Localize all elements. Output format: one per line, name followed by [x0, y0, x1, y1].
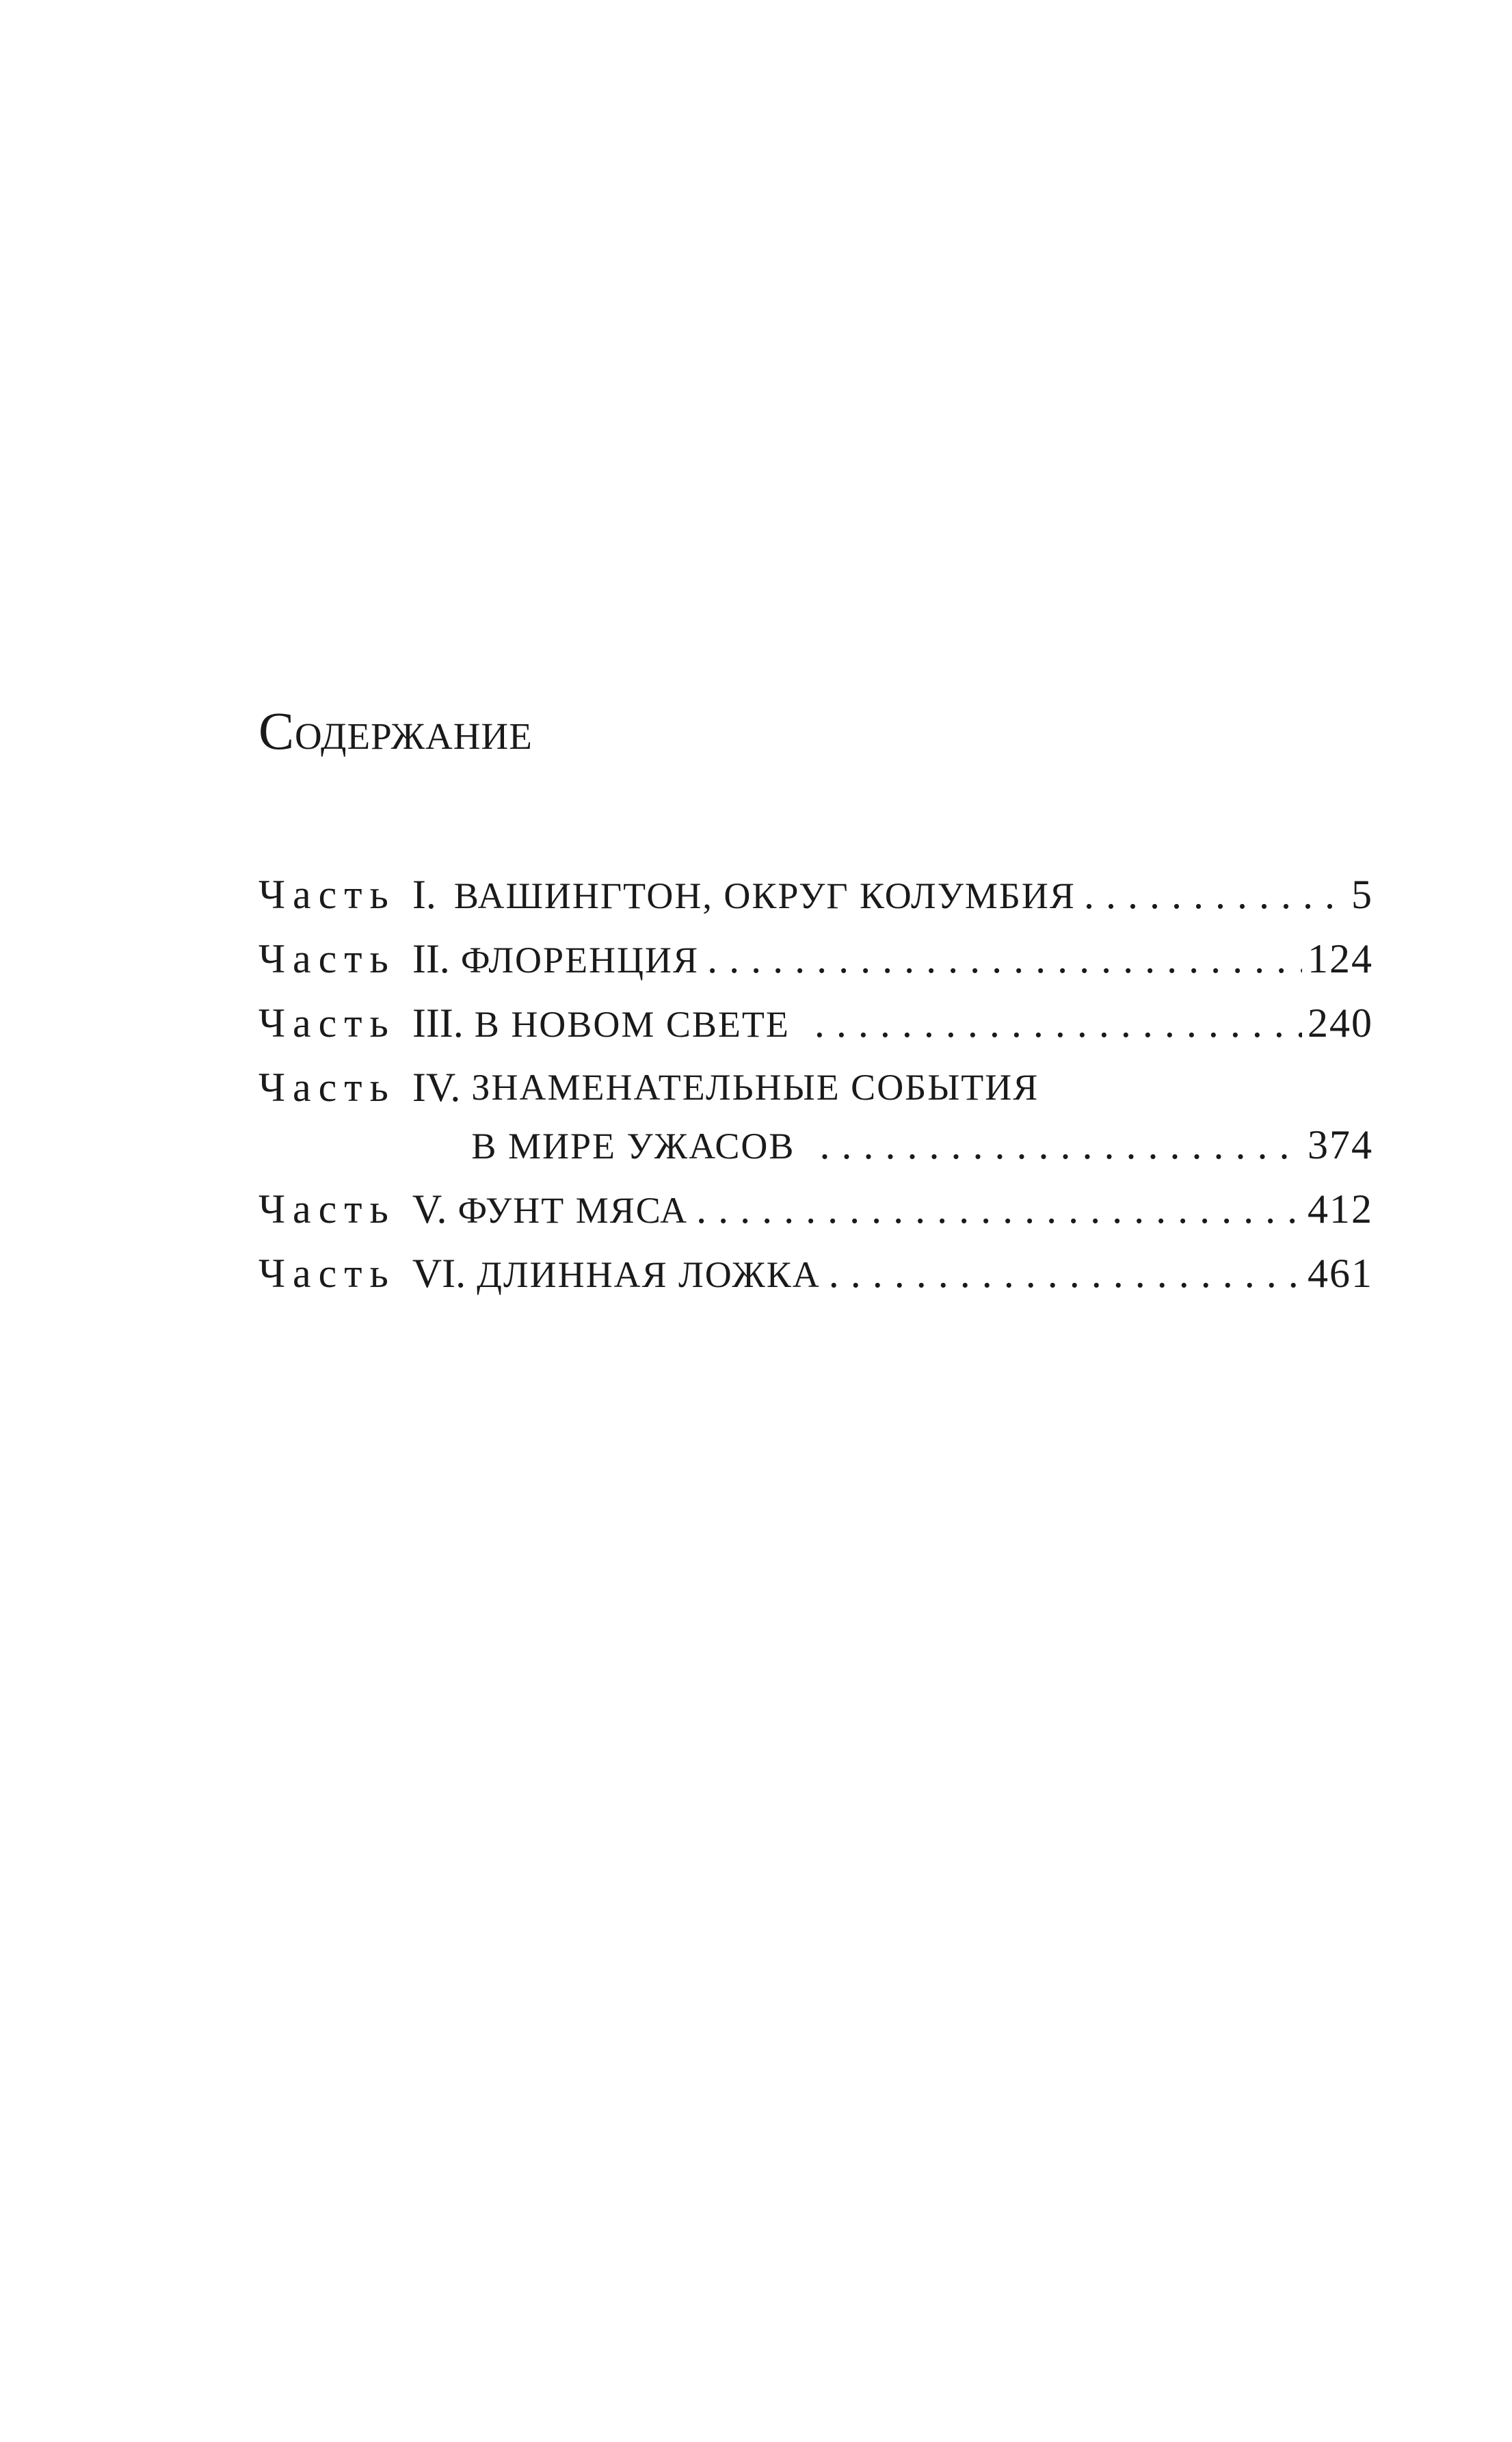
dot-leader — [707, 927, 1302, 990]
page-number: 412 — [1308, 1186, 1373, 1232]
part-label — [258, 1059, 460, 1116]
part-word: Часть — [258, 1186, 396, 1232]
page-number: 240 — [1308, 1000, 1373, 1046]
dot-leader — [1084, 863, 1346, 926]
toc-entry-2[interactable] — [258, 927, 1373, 992]
entry-title: В НОВОМ СВЕТЕ — [474, 1004, 790, 1045]
part-label — [258, 927, 450, 990]
dot-leader — [819, 1116, 1302, 1173]
toc-entry-4[interactable] — [258, 1059, 1373, 1175]
page-number: 5 — [1351, 872, 1373, 917]
toc-entry-5[interactable] — [258, 1178, 1373, 1242]
part-word: Часть — [258, 1251, 396, 1296]
part-number: IV. — [412, 1065, 461, 1110]
toc-entry-6[interactable] — [258, 1242, 1373, 1306]
part-number: III. — [412, 1000, 464, 1046]
part-label — [258, 992, 464, 1054]
part-word: Часть — [258, 1000, 396, 1046]
part-number: I. — [412, 872, 436, 917]
entry-title: ВАШИНГТОН, ОКРУГ КОЛУМБИЯ — [453, 875, 1076, 916]
part-word: Часть — [258, 872, 396, 917]
toc-title: Содержание — [258, 701, 533, 760]
entry-title: ДЛИННАЯ ЛОЖКА — [477, 1254, 821, 1295]
entry-title: ФЛОРЕНЦИЯ — [460, 940, 700, 981]
part-number: II. — [412, 936, 450, 981]
entry-title: ФУНТ МЯСА — [457, 1190, 689, 1231]
part-word: Часть — [258, 1065, 396, 1110]
part-label — [258, 863, 436, 926]
part-word: Часть — [258, 936, 396, 981]
toc-entry-3[interactable] — [258, 992, 1373, 1056]
dot-leader — [696, 1178, 1302, 1240]
dot-leader — [829, 1242, 1302, 1305]
page-number: 461 — [1308, 1251, 1373, 1296]
entry-title-line-2: В МИРЕ УЖАСОВ — [471, 1126, 795, 1167]
part-label — [258, 1242, 466, 1305]
page-number: 374 — [1308, 1122, 1373, 1167]
toc-entry-1[interactable] — [258, 863, 1373, 927]
part-label — [258, 1178, 447, 1240]
toc-list — [258, 863, 1373, 1306]
part-number: VI. — [412, 1251, 466, 1296]
entry-title-line-1: ЗНАМЕНАТЕЛЬНЫЕ СОБЫТИЯ — [471, 1067, 1039, 1108]
dot-leader — [814, 992, 1302, 1054]
part-number: V. — [412, 1186, 447, 1232]
page-number: 124 — [1308, 936, 1373, 981]
